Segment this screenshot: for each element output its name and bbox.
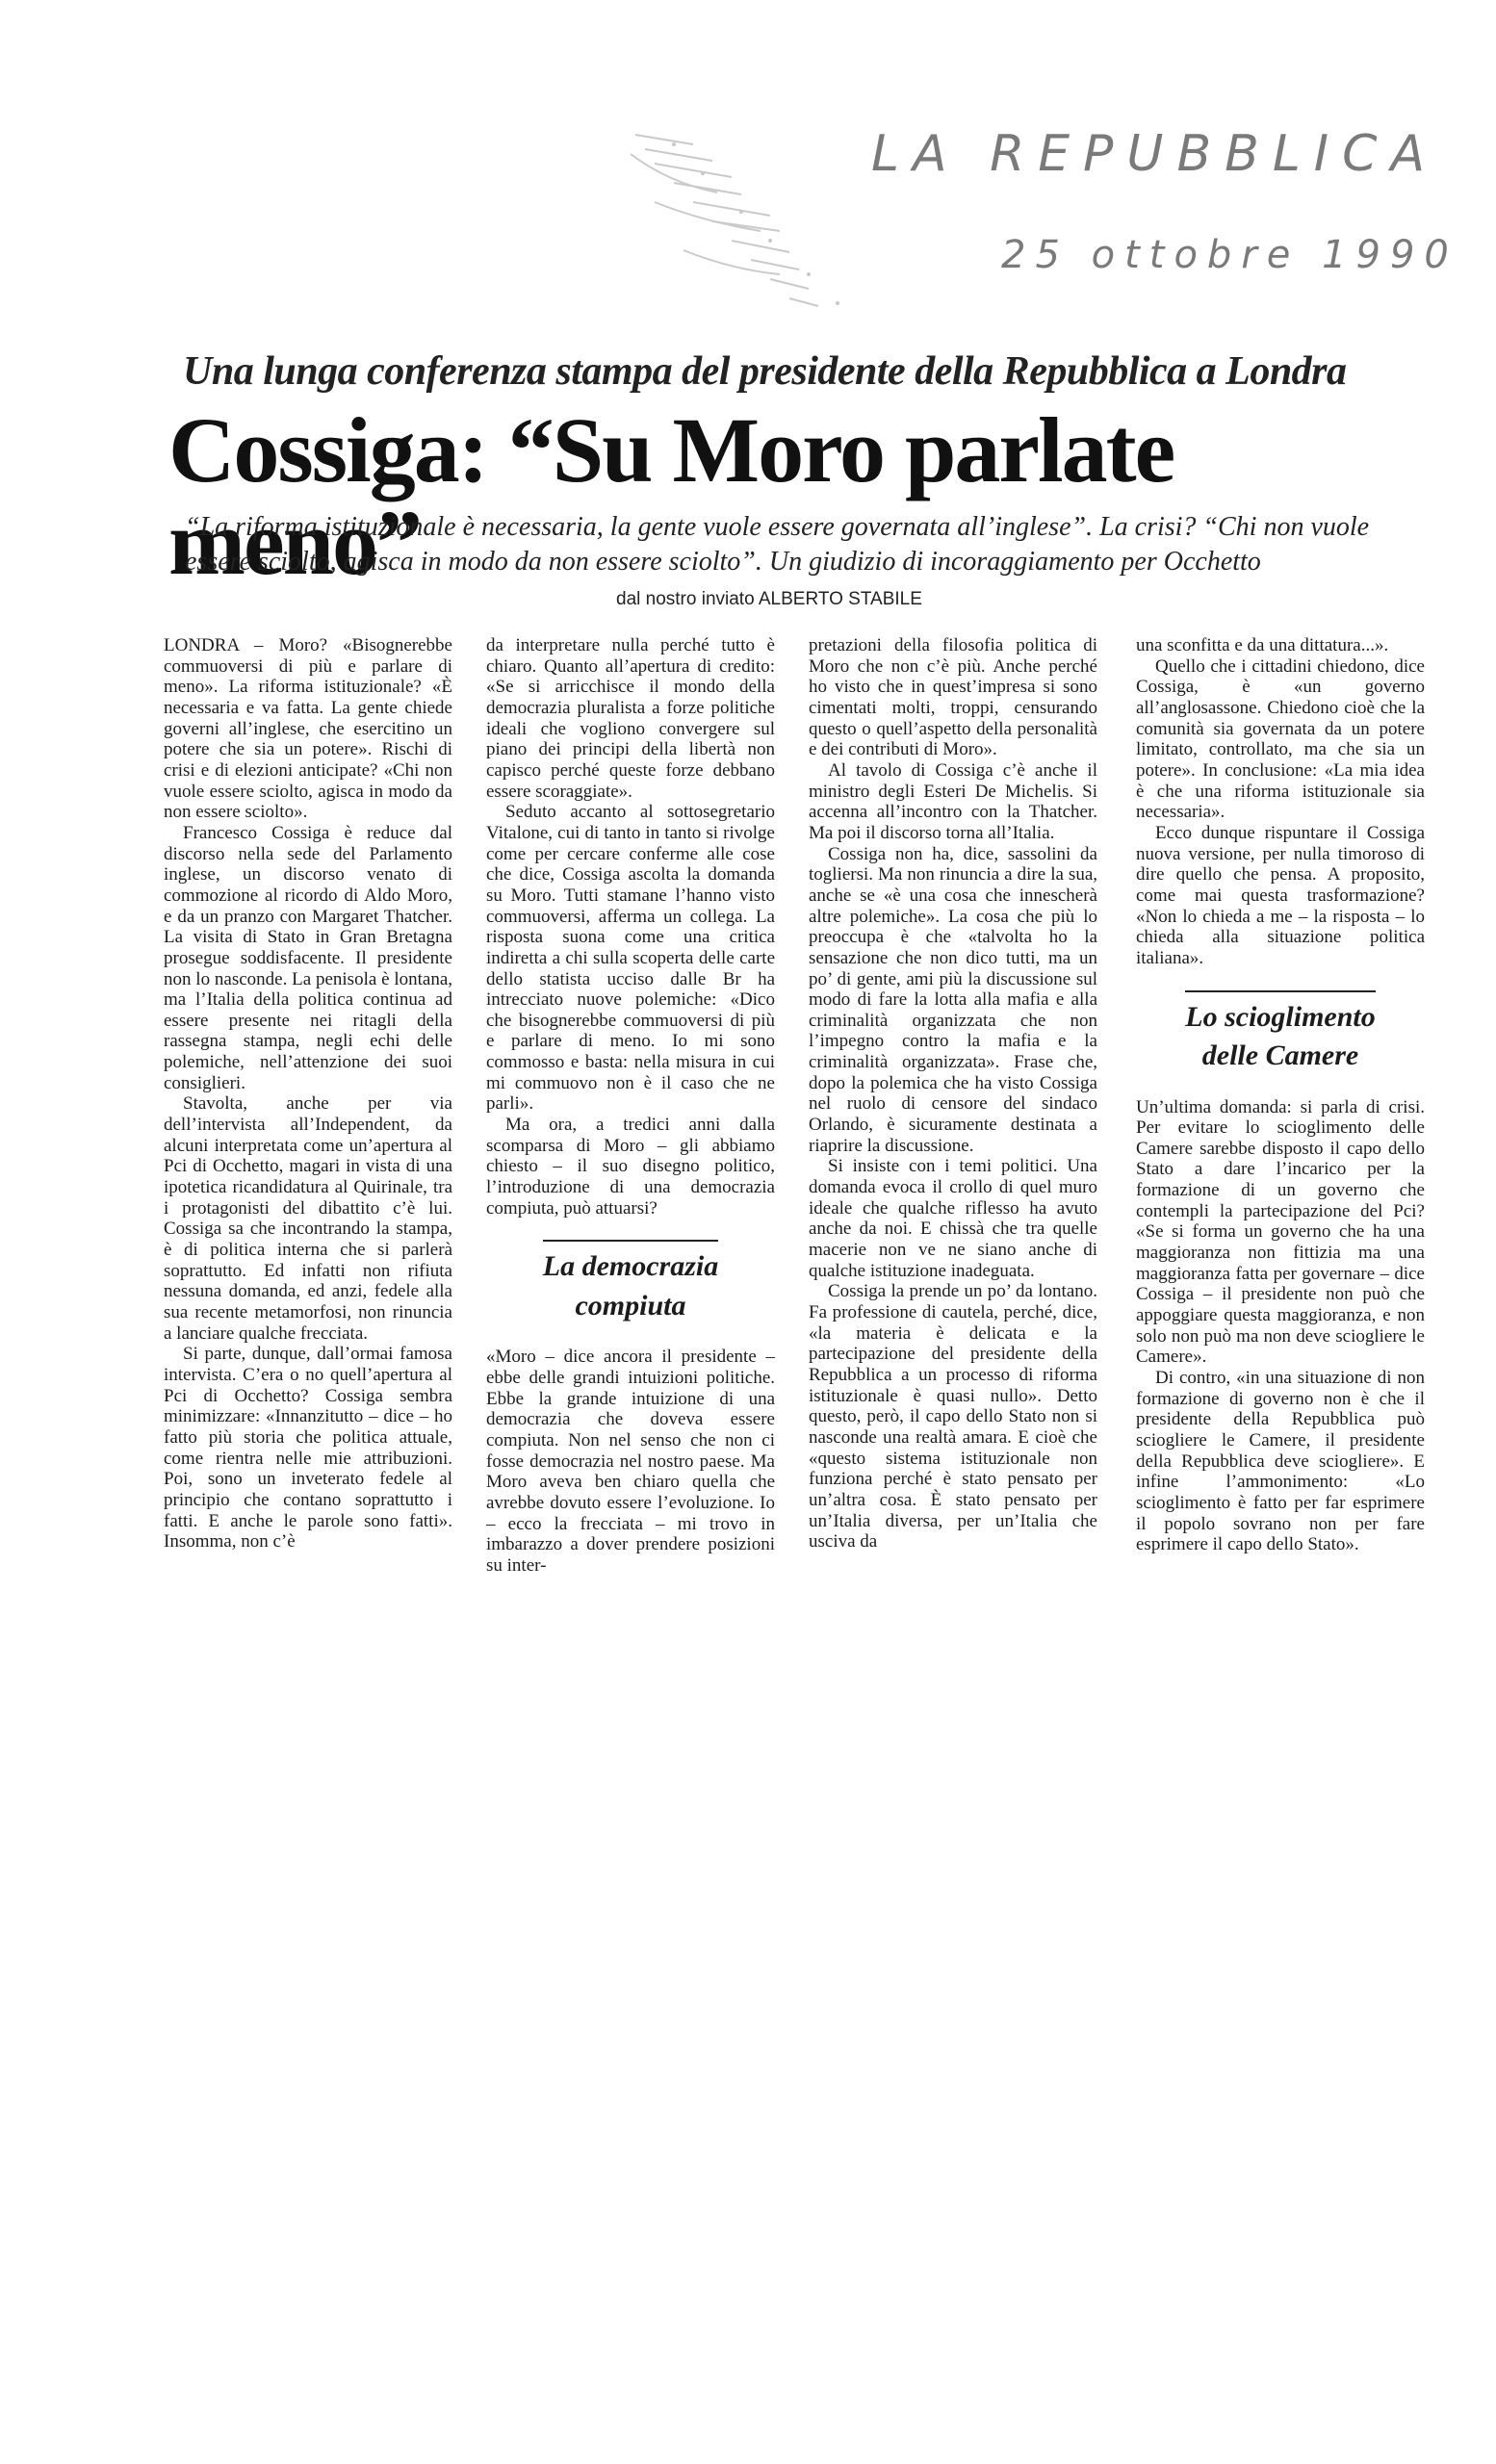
paragraph: pretazioni della filosofia politica di Moro che non c’è più. Anche perché ho visto che in quest’impresa si sono cimentati molti, troppi, censurando questo o quell’aspetto della personalità e dei contributi di Moro».: [809, 635, 1097, 760]
subheading-scioglimento: [1136, 990, 1425, 1076]
article-column-3: [809, 635, 1097, 1553]
subheading-line: delle Camere: [1201, 1040, 1359, 1071]
article-deck: “La riforma istituzionale è necessaria, la gente vuole essere governata all’inglese”. La crisi? “Chi non vuole essere sciolto, agisca in modo da non essere sciolto”. Un giudizio di incoraggiamento per Occhetto: [185, 512, 1370, 577]
paragraph: Quello che i cittadini chiedono, dice Cossiga, è «un governo all’anglosassone. Chiedono cioè che la comunità sia governata da un potere limitato, controllato, ma che sia un potere». In conclusione: «La mia idea è che una riforma istituzionale sia necessaria».: [1136, 655, 1425, 823]
article-column-4: [1136, 635, 1425, 1555]
handwritten-date: 25 ottobre 1990: [1001, 233, 1458, 277]
handwritten-source: LA REPUBBLICA: [871, 125, 1439, 183]
subheading-line: Lo scioglimento: [1185, 990, 1376, 1038]
paragraph: Ecco dunque rispuntare il Cossiga nuova versione, per nulla timoroso di dire quello che pensa. A proposito, come mai questa trasformazione? «Non lo chieda a me – la risposta – lo chieda alla situazione politica italiana».: [1136, 822, 1425, 968]
article-column-1: [164, 635, 452, 1553]
subheading-line: La democrazia: [543, 1240, 718, 1287]
article-byline: dal nostro inviato ALBERTO STABILE: [616, 589, 922, 609]
archive-stamp: [616, 106, 886, 337]
paragraph: Si insiste con i temi politici. Una domanda evoca il crollo di quel muro ideale che qualche riflesso ha avuto anche da noi. E chissà che tra quelle macerie non ve ne siano anche di qualche istituzione inadeguata.: [809, 1156, 1097, 1281]
article-column-2: [486, 635, 775, 1577]
paragraph: Ma ora, a tredici anni dalla scomparsa di Moro – gli abbiamo chiesto – il suo disegno politico, l’introduzione di una democrazia compiuta, può attuarsi?: [486, 1115, 775, 1219]
article-headline: Cossiga: “Su Moro parlate meno”: [168, 398, 1174, 594]
article-kicker: Una lunga conferenza stampa del presidente della Repubblica a Londra: [183, 349, 1347, 394]
subheading-democrazia: [486, 1240, 775, 1325]
paragraph: una sconfitta e da una dittatura...».: [1136, 635, 1389, 655]
paragraph: LONDRA – Moro? «Bisognerebbe commuoversi di più e parlare di meno». La riforma istituzionale? «È necessaria e va fatta. La gente chiede governi all’inglese, che esercitino un potere che sia un potere». Rischi di crisi e di elezioni anticipate? «Chi non vuole essere sciolto, agisca in modo da non essere sciolto».: [164, 635, 452, 823]
paragraph: Un’ultima domanda: si parla di crisi. Per evitare lo scioglimento delle Camere sarebbe disposto il capo dello Stato a dare l’incarico per la formazione di un governo che contempli la partecipazione del Pci? «Se si forma un governo che ha una maggioranza non fittizia ma una maggioranza fatta per governare – dice Cossiga – il presidente non può che appoggiare questa maggioranza, e non solo non può ma non deve sciogliere le Camere».: [1136, 1096, 1425, 1368]
paragraph: «Moro – dice ancora il presidente – ebbe delle grandi intuizioni politiche. Ebbe la grande intuizione di una democrazia che doveva essere compiuta. Non nel senso che non ci fosse democrazia nel nostro paese. Ma Moro aveva ben chiaro quella che avrebbe dovuto essere l’evoluzione. Io – ecco la frecciata – mi trovo in imbarazzo a dover prendere posizioni su inter-: [486, 1347, 775, 1576]
subheading-line: compiuta: [575, 1289, 686, 1322]
paragraph: Cossiga non ha, dice, sassolini da togliersi. Ma non rinuncia a dire la sua, anche se «è una cosa che innescherà altre polemiche». La cosa che più lo preoccupa è che «talvolta ho la sensazione che non dico tutti, ma un po’ di gente, ami più la discussione sul modo di fare la lotta alla mafia e alla criminalità organizzata che non l’impegno contro la mafia e la criminalità organizzata». Frase che, dopo la polemica che ha visto Cossiga nel ruolo di censore del sindaco Orlando, è sicuramente destinata a riaprire la discussione.: [809, 843, 1097, 1156]
paragraph: Al tavolo di Cossiga c’è anche il ministro degli Esteri De Michelis. Si accenna all’incontro con la Thatcher. Ma poi il discorso torna all’Italia.: [809, 759, 1097, 843]
paragraph: Stavolta, anche per via dell’intervista all’Independent, da alcuni interpretata come un’apertura al Pci di Occhetto, magari in vista di una ipotetica ricandidatura al Quirinale, tra i protagonisti del dibattito c’è lui. Cossiga sa che incontrando la stampa, è di politica interna che si parlerà soprattutto. Ed infatti non rifiuta nessuna domanda, ed anzi, fedele alla sua recente metamorfosi, non rinuncia a lanciare qualche frecciata.: [164, 1093, 452, 1344]
paragraph: Si parte, dunque, dall’ormai famosa intervista. C’era o no quell’apertura al Pci di Occhetto? Cossiga sembra minimizzare: «Innanzitutto – dice – ho fatto più storia che politica attuale, come rientra nelle mie attribuzioni. Poi, sono un inveterato fedele al principio che contano soprattutto i fatti. E anche le parole sono fatti». Insomma, non c’è: [164, 1344, 452, 1553]
paragraph: Cossiga la prende un po’ da lontano. Fa professione di cautela, perché, dice, «la materia è delicata e la partecipazione del presidente della Repubblica a un processo di riforma istituzionale è quasi nullo». Detto questo, però, il capo dello Stato non si nasconde una realtà amara. E cioè che «questo sistema istituzionale non funziona perché è stato pensato per un’altra cosa. È stato pensato per un’Italia diversa, per un’Italia che usciva da: [809, 1281, 1097, 1553]
paragraph: Di contro, «in una situazione di non formazione di governo non è che il presidente della Repubblica può sciogliere le Camere, il presidente della Repubblica deve sciogliere». E infine l’ammonimento: «Lo scioglimento è fatto per far esprimere il popolo sovrano non per fare esprimere il capo dello Stato».: [1136, 1368, 1425, 1555]
paragraph: Seduto accanto al sottosegretario Vitalone, cui di tanto in tanto si rivolge come per cercare conferme alle cose che dice, Cossiga ascolta la domanda su Moro. Tutti stamane l’hanno visto commuoversi, afferma un collega. La risposta suona come una critica indiretta a chi sulla scoperta delle carte dello statista ucciso dalle Br ha intrecciato nuove polemiche: «Dico che bisognerebbe commuoversi di più e parlare di meno. Io mi sono commosso e basta: nella misura in cui mi commuovo non è il caso che ne parli».: [486, 802, 775, 1115]
paragraph: Francesco Cossiga è reduce dal discorso nella sede del Parlamento inglese, un discorso venato di commozione al ricordo di Aldo Moro, e da un pranzo con Margaret Thatcher. La visita di Stato in Gran Bretagna prosegue soddisfacente. Il presidente non lo nasconde. La penisola è lontana, ma l’Italia della politica continua ad essere presente nei ritagli della rassegna stampa, negli echi delle polemiche, nell’attenzione dei suoi consiglieri.: [164, 822, 452, 1093]
paragraph: da interpretare nulla perché tutto è chiaro. Quanto all’apertura di credito: «Se si arricchisce il mondo della democrazia pluralista a forze politiche ideali che vogliono convergere sul piano dei principi della libertà non capisco perché queste forze debbano essere scoraggiate».: [486, 635, 775, 802]
